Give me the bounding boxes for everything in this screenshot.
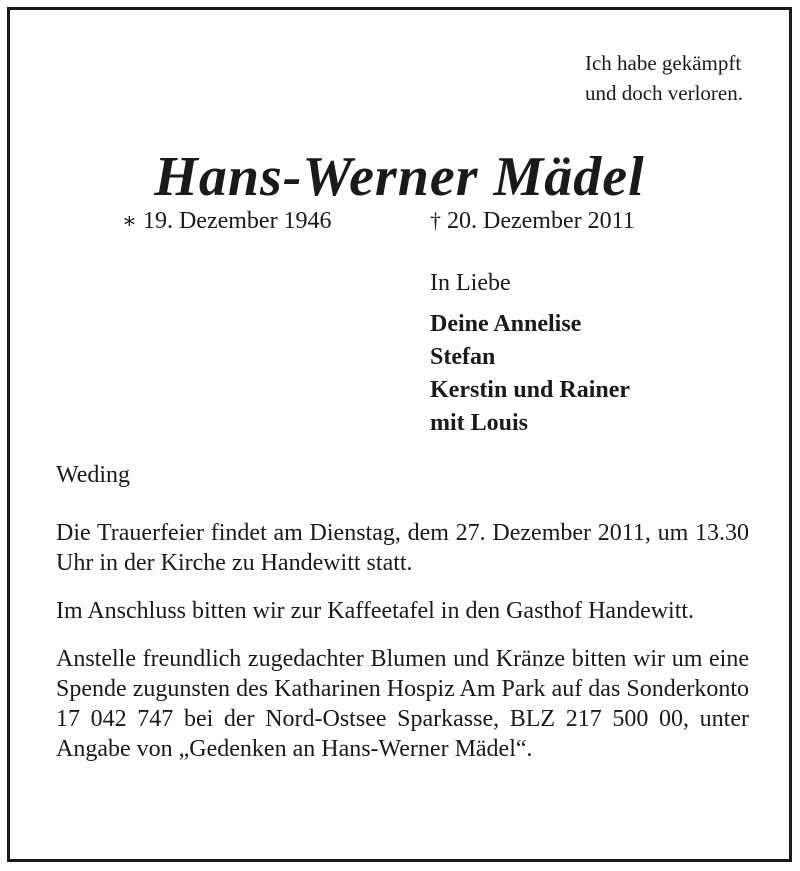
family-names	[430, 308, 630, 440]
reception-paragraph: Im Anschluss bitten wir zur Kaffeetafel in den Gasthof Handewitt.	[56, 598, 695, 624]
birth-date-text: 19. Dezember 1946	[142, 208, 332, 234]
motto-quote	[585, 48, 743, 108]
place-name: Weding	[56, 462, 131, 488]
notice-body	[56, 518, 749, 782]
birth-date	[122, 208, 332, 235]
death-date	[430, 208, 635, 235]
family-name: Stefan	[430, 344, 496, 370]
family-block	[430, 266, 630, 440]
funeral-paragraph: Die Trauerfeier findet am Dienstag, dem 27. Dezember 2011, um 13.30 Uhr in der Kirche zu Handewitt statt.	[56, 520, 749, 576]
family-name: Kerstin und Rainer	[430, 377, 631, 403]
obituary-frame	[7, 7, 792, 862]
motto-line-2: und doch verloren.	[584, 81, 743, 105]
death-date-text: 20. Dezember 2011	[447, 208, 635, 234]
motto-line-1: Ich habe gekämpft	[584, 51, 742, 75]
birth-star-icon: ∗	[122, 208, 137, 233]
family-intro: In Liebe	[430, 270, 511, 296]
deceased-name: Hans-Werner Mädel	[154, 146, 645, 208]
donation-paragraph: Anstelle freundlich zugedachter Blumen und Kränze bitten wir um eine Spende zugunsten des Katharinen Hospiz Am Park auf das Sonderkonto 17 042 747 bei der Nord-Ostsee Sparkasse, BLZ 217 500 00, unter Angabe von „Gedenken an Hans-Werner Mädel“.	[56, 646, 749, 762]
death-cross-icon: †	[430, 208, 441, 233]
family-name: Deine Annelise	[430, 311, 582, 337]
family-name: mit Louis	[430, 410, 529, 436]
